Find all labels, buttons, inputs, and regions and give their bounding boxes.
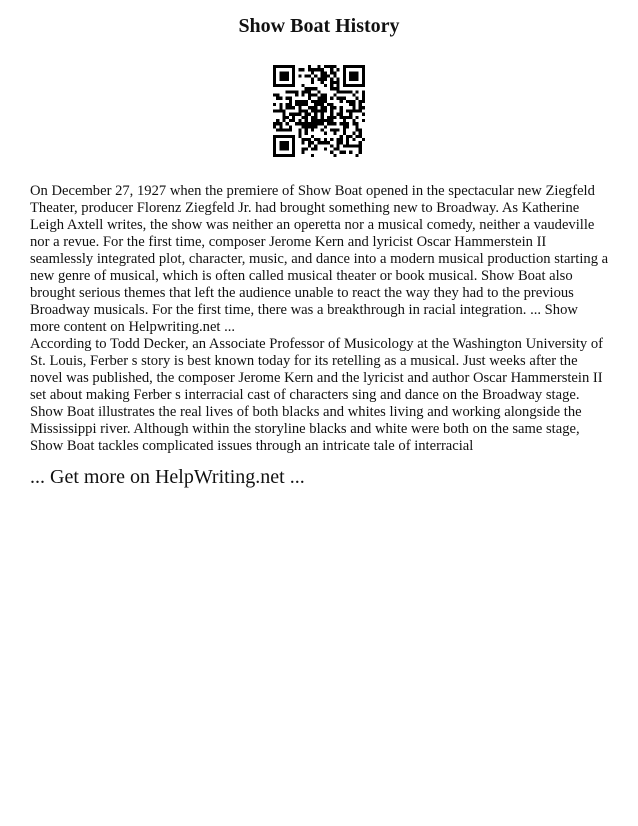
qr-code-graphic [273,65,365,157]
get-more-link[interactable]: ... Get more on HelpWriting.net ... [30,466,305,488]
qr-code-icon[interactable] [273,65,365,157]
article-body [30,183,610,455]
page-title: Show Boat History [238,15,400,37]
paragraph-1: On December 27, 1927 when the premiere of Show Boat opened in the spectacular new Ziegfeld Theater, producer Florenz Ziegfeld Jr. had brought something new to Broadway. As Katherine Leigh Axtell writes, the show was neither an operetta nor a musical comedy, neither a vaudeville nor a revue. For the first time, composer Jerome Kern and lyricist Oscar Hammerstein II seamlessly integrated plot, character, music, and dance into a modern musical production starting a new genre of musical, which is often called musical theater or book musical. Show Boat also brought serious themes that left the audience unable to react the way they had to the previous Broadway musicals. For the first time, there was a breakthrough in racial integration. ... Show more content on Helpwriting.net ... [30,183,609,335]
paragraph-2: According to Todd Decker, an Associate Professor of Musicology at the Washington University of St. Louis, Ferber s story is best known today for its retelling as a musical. Just weeks after the novel was published, the composer Jerome Kern and the lyricist and author Oscar Hammerstein II set about making Ferber s interracial cast of characters sing and dance on the Broadway stage. Show Boat illustrates the real lives of both blacks and whites living and working alongside the Mississippi river. Although within the storyline blacks and white were both on the same stage, Show Boat tackles complicated issues through an intricate tale of interracial [30,336,604,454]
